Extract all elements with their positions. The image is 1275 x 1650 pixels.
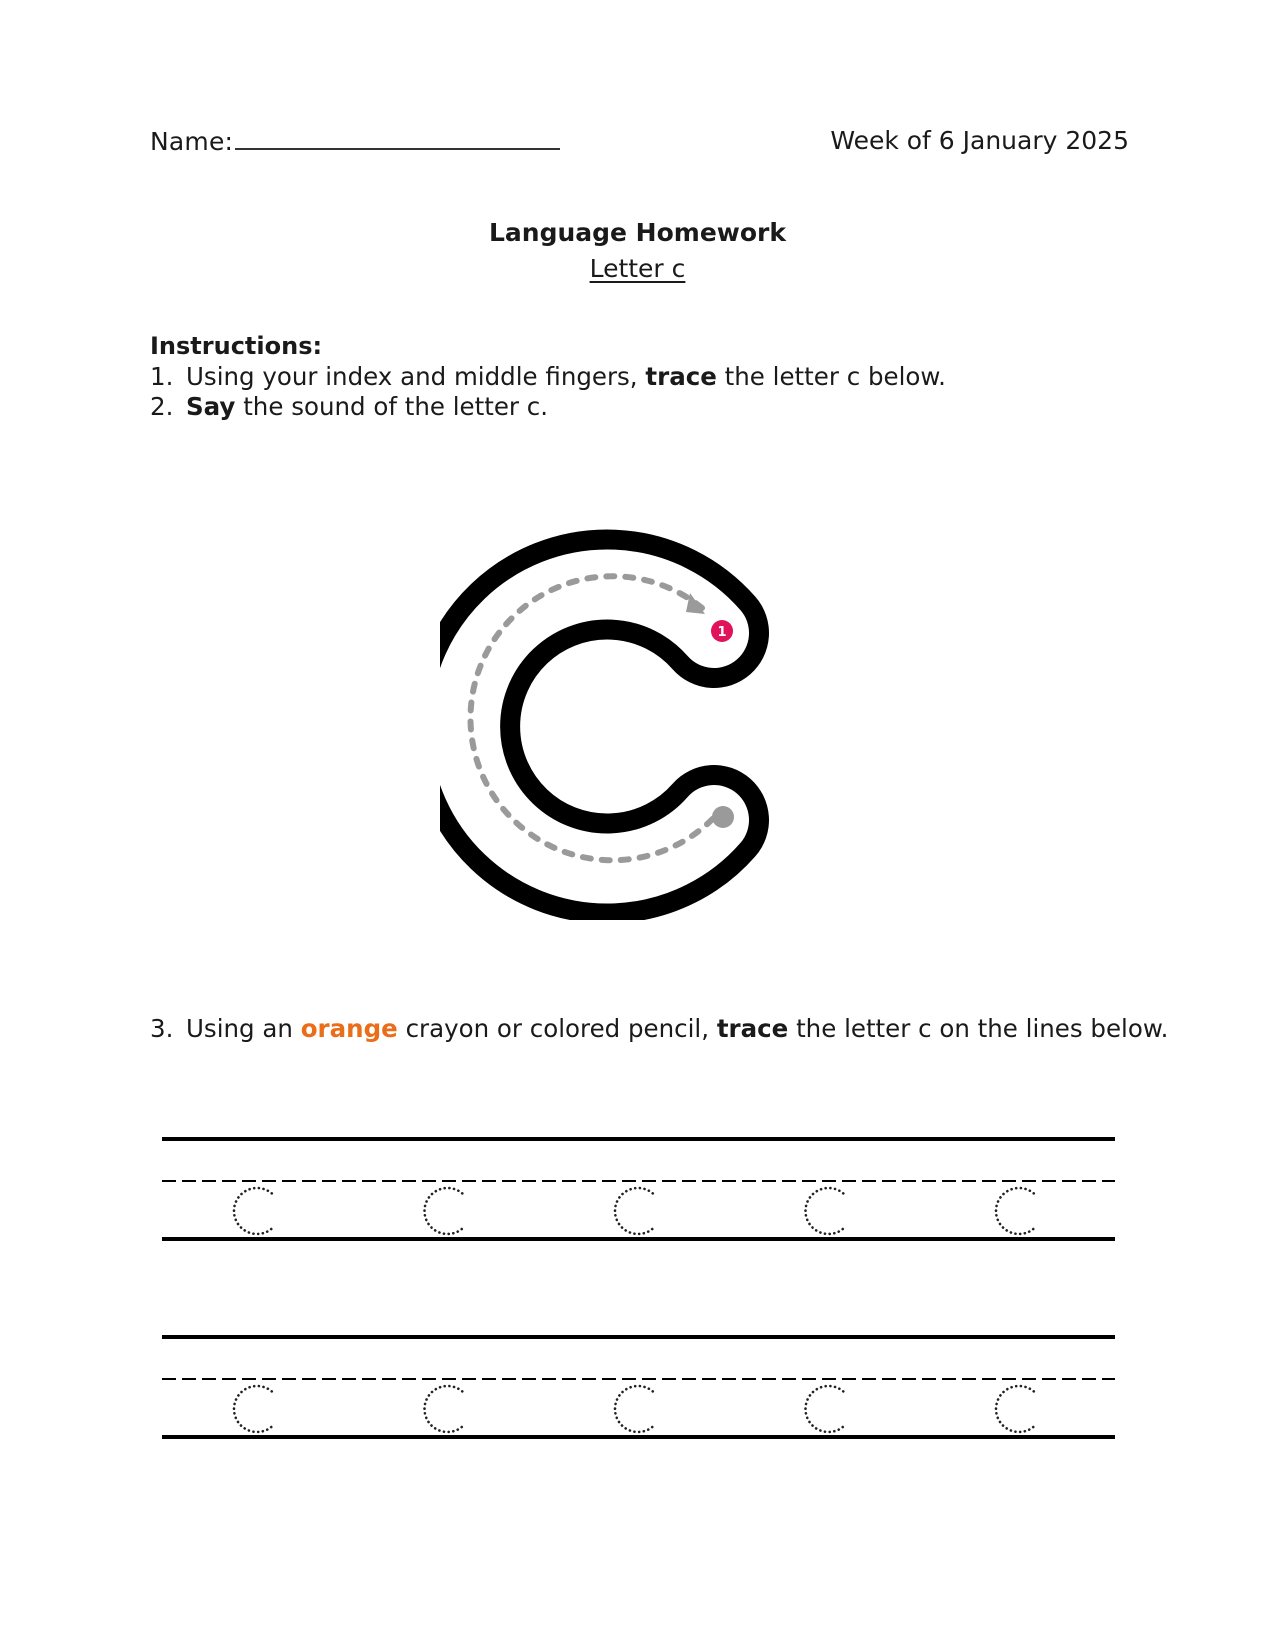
- step-text: the sound of the letter c.: [243, 392, 549, 421]
- name-blank-line[interactable]: [235, 126, 560, 150]
- dotted-letter-c: [615, 1386, 653, 1432]
- name-field[interactable]: [150, 126, 560, 156]
- instructions-heading: Instructions:: [150, 332, 323, 360]
- letter-c-tracing-diagram: [440, 520, 790, 920]
- step-number: 1.: [150, 362, 174, 391]
- stroke-end-dot: [712, 806, 734, 828]
- step-text: the letter c below.: [724, 362, 946, 391]
- page-title: Language Homework: [488, 218, 787, 247]
- dotted-letter-c: [425, 1188, 463, 1234]
- dotted-letter-c: [806, 1386, 844, 1432]
- step-text: the letter c on the lines below.: [796, 1014, 1169, 1043]
- step-emphasis: Say: [186, 392, 236, 421]
- dotted-letter-c: [234, 1386, 272, 1432]
- dotted-letter-c: [806, 1188, 844, 1234]
- instruction-step-3: [150, 1014, 1168, 1043]
- week-date: Week of 6 January 2025: [830, 126, 1129, 155]
- step-text: Using your index and middle fingers,: [186, 362, 638, 391]
- step-emphasis: trace: [645, 362, 717, 391]
- color-word: orange: [300, 1014, 398, 1043]
- step-text: Using an: [186, 1014, 293, 1043]
- step-emphasis: trace: [716, 1014, 789, 1043]
- instruction-step-1: [150, 362, 946, 391]
- dotted-letter-c: [996, 1188, 1034, 1234]
- step-number: 2.: [150, 392, 174, 421]
- handwriting-practice-lines[interactable]: [150, 1125, 1120, 1455]
- stroke-start-number: 1: [717, 625, 727, 640]
- subtitle-text: Letter c: [589, 254, 686, 283]
- dotted-letter-c: [234, 1188, 272, 1234]
- dotted-letter-c: [615, 1188, 653, 1234]
- tracing-row[interactable]: [162, 1337, 1115, 1437]
- dotted-letter-c: [996, 1386, 1034, 1432]
- page-subtitle: [0, 254, 1275, 283]
- name-label: Name:: [150, 127, 234, 156]
- step-text: crayon or colored pencil,: [405, 1014, 710, 1043]
- tracing-row[interactable]: [162, 1139, 1115, 1239]
- dotted-letter-c: [425, 1386, 463, 1432]
- instruction-step-2: [150, 392, 548, 421]
- step-number: 3.: [150, 1014, 174, 1043]
